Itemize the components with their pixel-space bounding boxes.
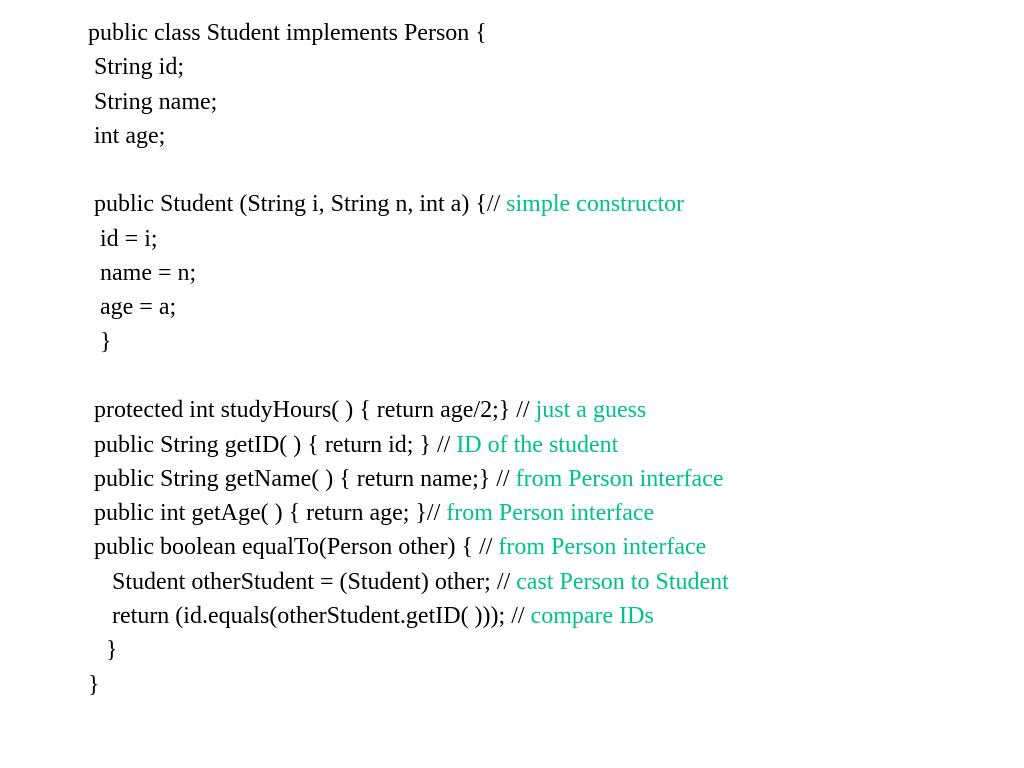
code-line [88,187,729,221]
code-line [88,668,729,702]
code-comment: just a guess [535,397,647,424]
code-text: protected int studyHours( ) { return age/2;} // [88,397,536,424]
code-comment: from Person interface [446,500,655,527]
code-line [88,565,729,599]
code-line [88,428,729,462]
code-text: public String getID( ) { return id; } // [88,431,457,458]
code-text: Student otherStudent = (Student) other; // [88,568,517,595]
code-line [88,16,729,50]
code-text: int age; [88,122,166,149]
code-line [88,85,729,119]
code-text: String name; [88,88,218,115]
code-line [88,50,729,84]
code-line [88,222,729,256]
code-comment: compare IDs [530,603,654,630]
code-comment: ID of the student [456,431,619,458]
code-text: id = i; [88,225,158,252]
code-line [88,119,729,153]
code-line [88,633,729,667]
code-comment: simple constructor [506,191,685,218]
code-text: public String getName( ) { return name;} // [88,465,516,492]
code-line [88,462,729,496]
code-text: String id; [88,54,185,81]
code-text: } [88,637,118,664]
code-text: } [88,328,112,355]
code-text: public boolean equalTo(Person other) { // [88,534,499,561]
code-line [88,496,729,530]
code-text: public class Student implements Person { [88,20,487,46]
blank-line [88,153,729,187]
code-text: } [88,671,100,698]
code-line [88,290,729,324]
code-text: name = n; [88,260,197,287]
code-text: public Student (String i, String n, int a) {// [88,191,507,218]
code-line [88,256,729,290]
code-comment: cast Person to Student [516,568,729,595]
code-text: public int getAge( ) { return age; }// [88,500,447,527]
code-listing [88,16,729,702]
code-text: age = a; [88,294,177,321]
blank-line [88,359,729,393]
code-comment: from Person interface [515,465,724,492]
code-line [88,599,729,633]
code-line [88,393,729,427]
code-line [88,325,729,359]
code-line [88,530,729,564]
code-text: return (id.equals(otherStudent.getID( ))); // [88,603,531,630]
code-comment: from Person interface [498,534,707,561]
